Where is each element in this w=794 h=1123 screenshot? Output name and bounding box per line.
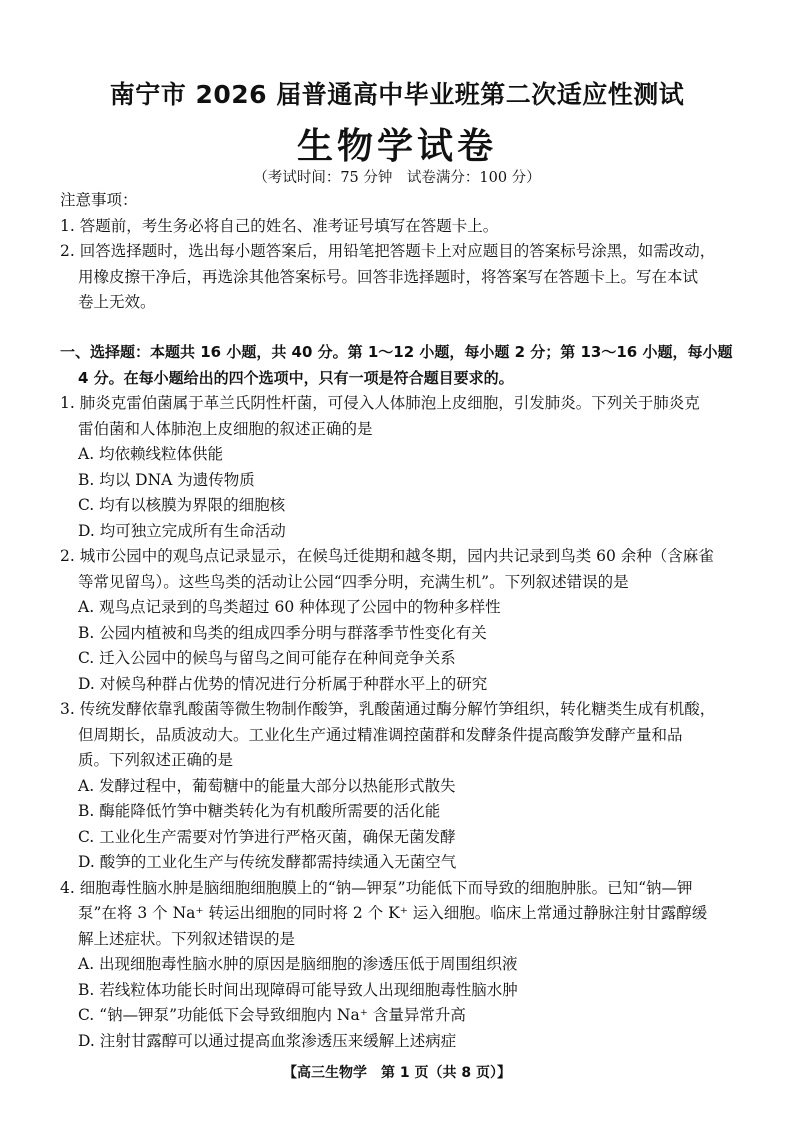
question-stem-line: 雷伯菌和人体肺泡上皮细胞的叙述正确的是 <box>78 419 373 438</box>
option-a: A. 均依赖线粒体供能 <box>78 445 224 463</box>
option-d: D. 对候鸟种群占优势的情况进行分析属于种群水平上的研究 <box>78 674 488 693</box>
option-d: D. 酸笋的工业化生产与传统发酵都需持续通入无菌空气 <box>78 853 457 871</box>
option-b: B. 公园内植被和鸟类的组成四季分明与群落季节性变化有关 <box>78 623 487 642</box>
option-b: B. 均以 DNA 为遗传物质 <box>78 470 255 489</box>
option-a: A. 出现细胞毒性脑水肿的原因是脑细胞的渗透压低于周围组织液 <box>78 955 518 973</box>
question-stem-line: 泵”在将 3 个 Na⁺ 转运出细胞的同时将 2 个 K⁺ 运入细胞。临床上常通过静脉注射甘露醇缓 <box>78 904 708 922</box>
notice-item-1: 1. 答题前，考生务必将自己的姓名、准考证号填写在答题卡上。 <box>60 216 499 235</box>
question-stem-line: 2. 城市公园中的观鸟点记录显示，在候鸟迁徙期和越冬期，园内共记录到鸟类 60 余种（含麻雀 <box>60 547 714 565</box>
option-d: D. 均可独立完成所有生命活动 <box>78 521 286 540</box>
question-3 <box>60 697 740 876</box>
question-stem-line: 3. 传统发酵依靠乳酸菌等微生物制作酸笋，乳酸菌通过酶分解竹笋组织，转化糖类生成有机酸， <box>60 700 716 718</box>
exam-title: 南宁市 2026 届普通高中毕业班第二次适应性测试 <box>109 80 685 109</box>
option-c: C. 工业化生产需要对竹笋进行严格灭菌，确保无菌发酵 <box>78 827 456 846</box>
subject-title: 生物学试卷 <box>296 126 497 167</box>
notice-heading: 注意事项： <box>60 191 138 209</box>
question-stem-line: 4. 细胞毒性脑水肿是脑细胞细胞膜上的“钠—钾泵”功能低下而导致的细胞肿胀。已知“钠—钾 <box>60 878 693 897</box>
question-stem-line: 质。下列叙述正确的是 <box>78 751 234 769</box>
section-choice <box>60 340 740 1054</box>
option-a: A. 发酵过程中，葡萄糖中的能量大部分以热能形式散失 <box>78 776 456 795</box>
question-stem-line: 但周期长，品质波动大。工业化生产通过精准调控菌群和发酵条件提高酸笋发酵产量和品 <box>78 725 683 744</box>
question-1 <box>60 391 740 544</box>
notice-item-2-line-2: 用橡皮擦干净后，再选涂其他答案标号。回答非选择题时，将答案写在答题卡上。写在本试 <box>78 267 699 286</box>
question-4 <box>60 876 740 1055</box>
option-c: C. 迁入公园中的候鸟与留鸟之间可能存在种间竞争关系 <box>78 649 456 667</box>
notice-block <box>60 188 740 316</box>
section-heading-line-1: 一、选择题：本题共 16 小题，共 40 分。第 1～12 小题，每小题 2 分；第 13～16 小题，每小题 <box>60 343 733 361</box>
question-stem-line: 等常见留鸟）。这些鸟类的活动让公园“四季分明，充满生机”。下列叙述错误的是 <box>78 572 629 591</box>
notice-item-2-line-1: 2. 回答选择题时，选出每小题答案后，用铅笔把答题卡上对应题目的答案标号涂黑，如需改动， <box>60 242 716 260</box>
notice-item-2-line-3: 卷上无效。 <box>78 293 156 311</box>
question-2 <box>60 544 740 697</box>
option-b: B. 酶能降低竹笋中糖类转化为有机酸所需要的活化能 <box>78 802 441 820</box>
section-heading-line-2: 4 分。在每小题给出的四个选项中，只有一项是符合题目要求的。 <box>78 368 514 387</box>
option-c: C. “钠—钾泵”功能低下会导致细胞内 Na⁺ 含量异常升高 <box>78 1006 466 1024</box>
exam-info: （考试时间：75 分钟 试卷满分：100 分） <box>253 170 541 186</box>
question-stem-line: 解上述症状。下列叙述错误的是 <box>78 929 296 948</box>
option-b: B. 若线粒体功能长时间出现障碍可能导致人出现细胞毒性脑水肿 <box>78 980 518 999</box>
option-a: A. 观鸟点记录到的鸟类超过 60 种体现了公园中的物种多样性 <box>78 598 501 616</box>
page-footer: 【高三生物学 第 1 页（共 8 页）】 <box>283 1065 511 1081</box>
option-d: D. 注射甘露醇可以通过提高血浆渗透压来缓解上述病症 <box>78 1031 457 1050</box>
question-stem-line: 1. 肺炎克雷伯菌属于革兰氏阴性杆菌，可侵入人体肺泡上皮细胞，引发肺炎。下列关于肺炎克 <box>60 394 700 412</box>
option-c: C. 均有以核膜为界限的细胞核 <box>78 496 286 514</box>
